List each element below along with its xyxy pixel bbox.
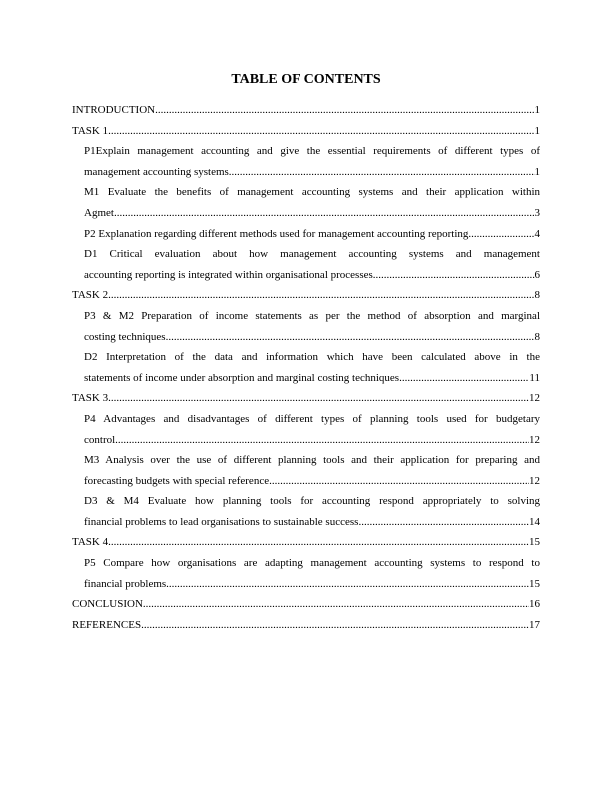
toc-entry[interactable] xyxy=(72,615,540,636)
toc-page-number: 3 xyxy=(534,206,540,219)
toc-entry-line xyxy=(84,224,540,245)
toc-entry-line xyxy=(72,100,540,121)
toc-page-number: 15 xyxy=(529,536,540,549)
toc-entry[interactable] xyxy=(72,121,540,142)
table-of-contents xyxy=(72,100,540,635)
toc-entry-line xyxy=(84,203,540,224)
dot-leader xyxy=(155,100,534,121)
toc-entry[interactable] xyxy=(72,553,540,594)
toc-page-number: 12 xyxy=(529,474,540,487)
toc-entry-text-line: M3 Analysis over the use of different planning tools and their application for preparing and xyxy=(84,454,540,467)
toc-page-number: 14 xyxy=(529,515,540,528)
toc-entry-text-line: P3 & M2 Preparation of income statements as per the method of absorption and marginal xyxy=(84,309,540,322)
toc-page-number: 12 xyxy=(529,392,540,405)
dot-leader xyxy=(114,203,535,224)
toc-page-number: 8 xyxy=(534,289,540,302)
dot-leader xyxy=(108,532,529,553)
toc-entry-text-line: D3 & M4 Evaluate how planning tools for accounting respond appropriately to solving xyxy=(84,495,540,508)
toc-entry-title: INTRODUCTION xyxy=(72,104,156,116)
toc-entry-text-line: D1 Critical evaluation about how management accounting systems and management xyxy=(84,248,540,261)
toc-entry[interactable] xyxy=(72,532,540,553)
toc-entry-line xyxy=(84,574,540,595)
toc-page-number: 17 xyxy=(529,618,540,631)
toc-entry-line xyxy=(84,512,540,533)
toc-entry-line xyxy=(84,265,540,286)
toc-entry[interactable] xyxy=(72,244,540,285)
toc-entry-line xyxy=(84,162,540,183)
toc-entry[interactable] xyxy=(72,491,540,532)
toc-entry[interactable] xyxy=(72,347,540,388)
toc-entry[interactable] xyxy=(72,409,540,450)
toc-entry[interactable] xyxy=(72,100,540,121)
toc-entry[interactable] xyxy=(72,182,540,223)
toc-page-number: 6 xyxy=(534,268,540,281)
toc-entry-text-line: D2 Interpretation of the data and information which have been calculated above in the xyxy=(84,351,540,364)
toc-entry-title: financial problems xyxy=(84,577,167,590)
toc-entry-line xyxy=(84,368,540,389)
toc-entry-text-line: M1 Evaluate the benefits of management accounting systems and their application within xyxy=(84,186,540,199)
dot-leader xyxy=(143,594,529,615)
dot-leader xyxy=(108,121,534,142)
toc-entry-line xyxy=(72,121,540,142)
dot-leader xyxy=(141,615,529,636)
toc-entry-title: P2 Explanation regarding different methods used for management accounting reporting xyxy=(84,227,469,240)
toc-page-number: 4 xyxy=(534,227,540,240)
toc-entry-title: control xyxy=(84,433,116,446)
toc-entry-title: management accounting systems xyxy=(84,165,229,178)
toc-entry-text-line: P1Explain management accounting and give the essential requirements of different types of xyxy=(84,145,540,158)
toc-entry-line xyxy=(84,471,540,492)
toc-page-number: 1 xyxy=(534,104,540,116)
toc-entry-title: CONCLUSION xyxy=(72,598,143,611)
toc-entry[interactable] xyxy=(72,450,540,491)
toc-entry-title: REFERENCES xyxy=(72,618,142,631)
toc-page-number: 8 xyxy=(534,330,540,343)
toc-entry-line xyxy=(72,285,540,306)
toc-entry-line xyxy=(72,615,540,636)
toc-page-number: 11 xyxy=(529,371,540,384)
toc-entry[interactable] xyxy=(72,224,540,245)
toc-entry-title: Agmet xyxy=(84,206,114,219)
dot-leader xyxy=(166,574,529,595)
toc-page-number: 12 xyxy=(529,433,540,446)
toc-entry-line xyxy=(84,327,540,348)
dot-leader xyxy=(399,368,529,389)
toc-entry-title: accounting reporting is integrated within organisational processes xyxy=(84,268,373,281)
toc-entry-title: TASK 1 xyxy=(72,124,109,137)
toc-entry-line xyxy=(72,594,540,615)
dot-leader xyxy=(468,224,534,245)
toc-entry-title: costing techniques xyxy=(84,330,166,343)
page-title: TABLE OF CONTENTS xyxy=(231,72,381,87)
toc-entry[interactable] xyxy=(72,306,540,347)
dot-leader xyxy=(108,388,529,409)
dot-leader xyxy=(108,285,534,306)
toc-entry-title: forecasting budgets with special reference xyxy=(84,474,270,487)
dot-leader xyxy=(373,265,535,286)
dot-leader xyxy=(269,471,529,492)
toc-entry-line xyxy=(72,532,540,553)
toc-page-number: 1 xyxy=(534,165,540,178)
dot-leader xyxy=(358,512,529,533)
toc-entry[interactable] xyxy=(72,594,540,615)
dot-leader xyxy=(115,430,529,451)
toc-entry-text-line: P4 Advantages and disadvantages of different types of planning tools used for budgetary xyxy=(84,412,540,425)
dot-leader xyxy=(229,162,535,183)
toc-entry-title: financial problems to lead organisations to sustainable success xyxy=(84,515,359,528)
toc-entry-text-line: P5 Compare how organisations are adapting management accounting systems to respond to xyxy=(84,557,540,570)
toc-entry-title: TASK 3 xyxy=(72,392,109,405)
toc-entry-title: TASK 4 xyxy=(72,536,109,549)
toc-entry-line xyxy=(72,388,540,409)
toc-entry[interactable] xyxy=(72,285,540,306)
toc-entry[interactable] xyxy=(72,388,540,409)
toc-entry-line xyxy=(84,430,540,451)
toc-page-number: 16 xyxy=(529,598,540,611)
dot-leader xyxy=(166,327,535,348)
toc-entry-title: TASK 2 xyxy=(72,289,109,302)
toc-page-number: 15 xyxy=(529,577,540,590)
toc-entry[interactable] xyxy=(72,141,540,182)
toc-page-number: 1 xyxy=(534,124,540,137)
toc-entry-title: statements of income under absorption and marginal costing techniques xyxy=(84,371,400,384)
